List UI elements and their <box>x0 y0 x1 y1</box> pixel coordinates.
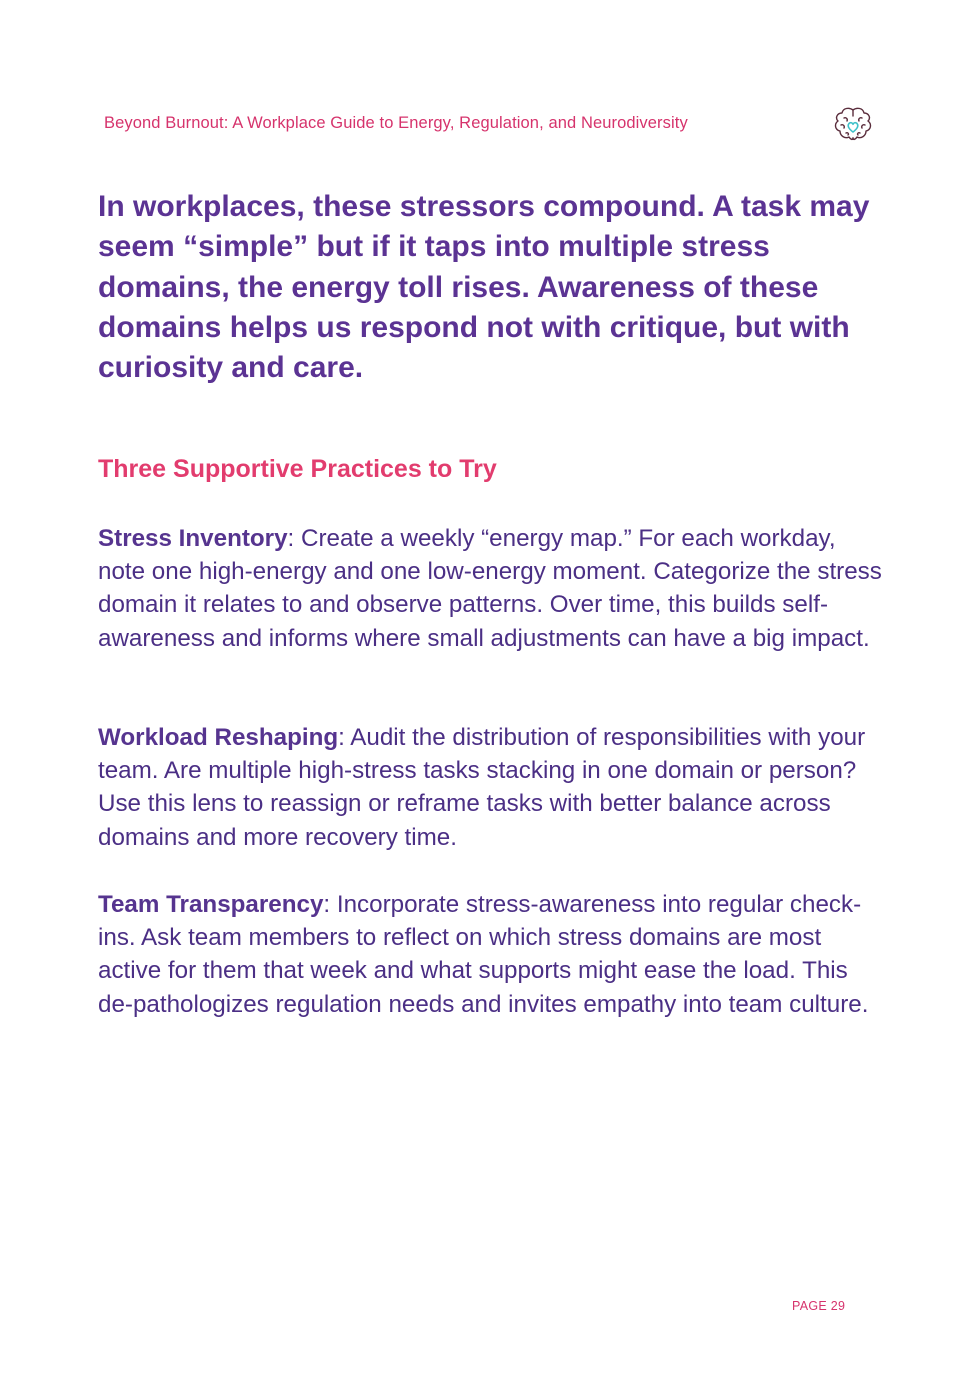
practice-title: Stress Inventory <box>98 525 288 552</box>
practice-title: Workload Reshaping <box>98 724 339 751</box>
intro-paragraph: In workplaces, these stressors compound. A task may seem “simple” but if it taps into multiple stress domains, the energy toll rises. Awareness of these domains helps us respond not with critique, but with curiosity and care. <box>98 190 870 385</box>
practice-body: : Create a weekly “energy map.” For each workday, note one high-energy and one low-energy moment. Categorize the stress domain it relates to and observe patterns. Over time, this builds self-awareness and informs where small adjustments can have a big impact. <box>98 525 882 652</box>
practice-body: : Audit the distribution of responsibilities with your team. Are multiple high-stress tasks stacking in one domain or person? Use this lens to reassign or reframe tasks with better balance across domains and more recovery time. <box>98 724 866 851</box>
practice-stress-inventory <box>98 522 888 655</box>
section-heading: Three Supportive Practices to Try <box>98 455 497 483</box>
practice-team-transparency <box>98 888 888 1021</box>
practice-title: Team Transparency <box>98 891 324 918</box>
brain-heart-icon <box>832 104 874 146</box>
practice-workload-reshaping <box>98 721 888 854</box>
page-number: PAGE 29 <box>792 1299 846 1313</box>
practice-body: : Incorporate stress-awareness into regular check-ins. Ask team members to reflect on which stress domains are most active for them that week and what supports might ease the load. This de-pathologizes regulation needs and invites empathy into team culture. <box>98 891 869 1018</box>
header-title: Beyond Burnout: A Workplace Guide to Energy, Regulation, and Neurodiversity <box>104 114 688 132</box>
